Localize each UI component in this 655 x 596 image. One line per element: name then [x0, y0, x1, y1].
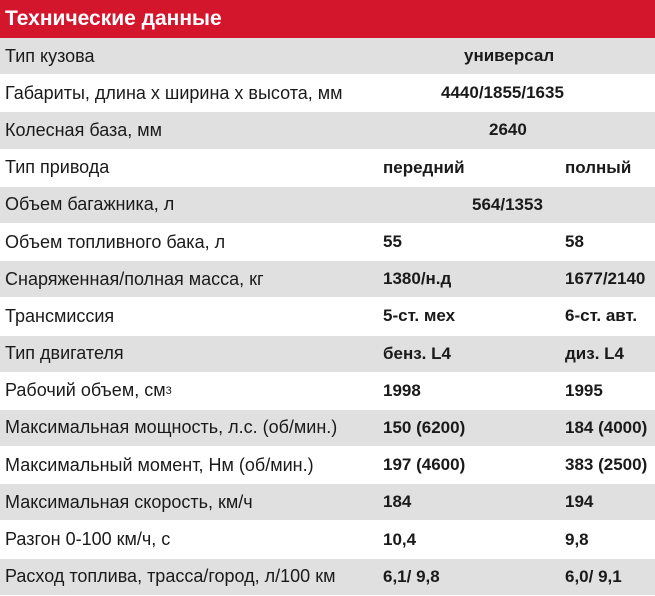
row-value-awd: диз. L4 [565, 343, 624, 363]
row-label: Колесная база, мм [5, 119, 163, 140]
table-row [0, 75, 655, 112]
row-value-front: 5-ст. мех [383, 306, 456, 326]
row-value-awd: 1677/2140 [565, 269, 646, 289]
row-value-awd: 1995 [565, 380, 603, 400]
table-row [0, 261, 655, 298]
row-value-front: 184 [383, 492, 412, 512]
row-value-front: 6,1/ 9,8 [383, 566, 440, 586]
row-value-front: 197 (4600) [383, 455, 466, 475]
row-value-awd: полный [565, 157, 632, 177]
row-label: Максимальный момент, Нм (об/мин.) [5, 454, 314, 475]
row-value-awd: 184 (4000) [565, 417, 648, 437]
row-label: Максимальная скорость, км/ч [5, 491, 253, 512]
table-row [0, 150, 655, 187]
row-value-awd: 194 [565, 492, 594, 512]
row-value-front: 1380/н.д [383, 269, 452, 289]
table-row [0, 559, 655, 596]
row-label: Тип двигателя [5, 343, 124, 364]
table-row [0, 224, 655, 261]
table-row [0, 484, 655, 521]
row-label: Тип кузова [5, 45, 95, 66]
table-row [0, 336, 655, 373]
row-label: Расход топлива, трасса/город, л/100 км [5, 566, 336, 587]
row-value-front: 1998 [383, 380, 421, 400]
row-value-span: универсал [464, 46, 555, 66]
row-value-span: 4440/1855/1635 [441, 83, 564, 103]
table-row [0, 298, 655, 335]
table-title: Технические данные [0, 0, 655, 38]
row-value-awd: 6-ст. авт. [565, 306, 638, 326]
row-value-span: 564/1353 [472, 194, 543, 214]
row-label: Трансмиссия [5, 305, 115, 326]
row-label [5, 373, 172, 409]
row-label: Габариты, длина х ширина х высота, мм [5, 82, 343, 103]
table-row [0, 187, 655, 224]
row-label: Разгон 0-100 км/ч, с [5, 529, 171, 550]
table-row [0, 447, 655, 484]
row-label: Объем топливного бака, л [5, 231, 226, 252]
row-value-awd: 9,8 [565, 529, 589, 549]
row-label: Снаряженная/полная масса, кг [5, 268, 264, 289]
table-row [0, 410, 655, 447]
row-label: Максимальная мощность, л.с. (об/мин.) [5, 417, 338, 438]
row-value-awd: 383 (2500) [565, 455, 648, 475]
table-row [0, 112, 655, 149]
row-label: Тип привода [5, 157, 110, 178]
row-value-front: передний [383, 157, 465, 177]
table-row [0, 38, 655, 75]
row-value-front: 10,4 [383, 529, 417, 549]
row-label-text: Рабочий объем, см [5, 380, 166, 401]
row-value-span: 2640 [489, 120, 527, 140]
row-label-superscript: 3 [165, 384, 172, 397]
table-row [0, 521, 655, 558]
row-value-front: бенз. L4 [383, 343, 451, 363]
table-row [0, 373, 655, 410]
row-value-awd: 6,0/ 9,1 [565, 566, 622, 586]
row-value-front: 150 (6200) [383, 417, 466, 437]
row-label: Объем багажника, л [5, 194, 175, 215]
row-value-awd: 58 [565, 232, 584, 252]
row-value-front: 55 [383, 232, 402, 252]
